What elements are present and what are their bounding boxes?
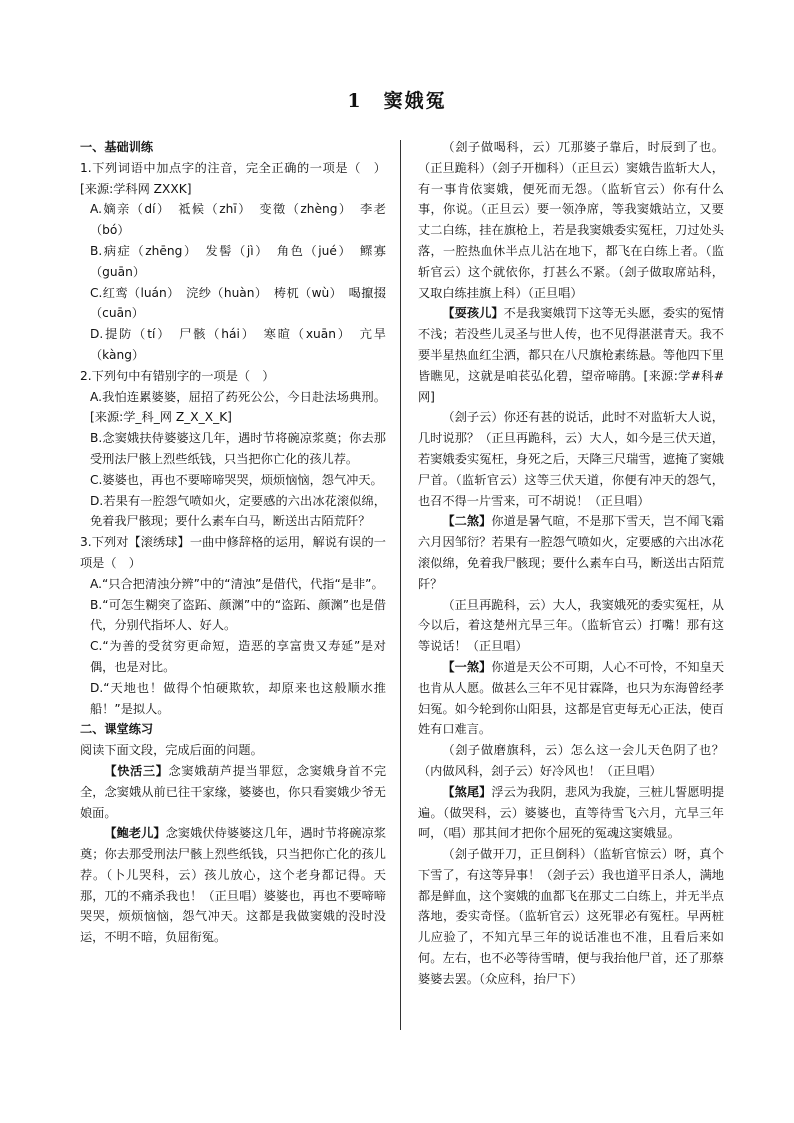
passage-text: 你道是暑气暄，不是那下雪天，岂不闻飞霜六月因邹衍？若果有一腔怨气喷如火，定要感的六出冰花滚似绵，免着我尸骸现；要什么素车白马，断送出古陌荒阡？ <box>418 514 724 591</box>
column-divider <box>400 140 401 1030</box>
question-3-option-a: A.“只合把清浊分辨”中的“清浊”是借代，代指“是非”。 <box>90 576 384 591</box>
passage-executioner-ask: （刽子云）你还有甚的说话，此时不对监斩大人说，几时说那？（正旦再跪科，云）大人，如今是三伏天道，若窦娥委实冤枉，身死之后，天降三尺瑞雪，遮掩了窦娥尸首。（监斩官云）这等三伏天道，你便有冲天的怨气，也召不得一片雪来，可不胡说！（正旦唱） <box>418 410 724 508</box>
question-1-option-a: A.嫡亲（dí） 祗候（zhī） 变徵（zhèng） 李老（bó） <box>90 202 386 238</box>
passage-shuahaier <box>418 303 724 407</box>
passage-drought-vow: （正旦再跪科，云）大人，我窦娥死的委实冤枉，从今以后，着这楚州亢旱三年。（监斩官云）打嘴！那有这等说话！（正旦唱） <box>418 597 724 654</box>
question-1-stem: 1.下列词语中加点字的注音，完全正确的一项是（ ）[来源:学科网 ZXXK] <box>80 160 386 196</box>
qupai-tag: 【鲍老儿】 <box>104 826 166 841</box>
section-heading-classroom: 二、课堂练习 <box>80 722 154 737</box>
section-heading-basic: 一、基础训练 <box>80 140 154 154</box>
left-column <box>80 137 386 1037</box>
question-2-option-a: A.我怕连累婆婆，屈招了药死公公，今日赴法场典刑。[来源:学_科_网 Z_X_X_K] <box>90 389 386 425</box>
question-3-stem: 3.下列对【滚绣球】一曲中修辞格的运用，解说有误的一项是（ ） <box>80 535 386 570</box>
passage-yisha <box>418 657 724 740</box>
question-1-option-d: D.提防（tí） 尸骸（hái） 寒暄（xuān） 亢旱（kàng） <box>90 327 386 362</box>
question-1-option-b: B.病症（zhēng） 发髻（jì） 角色（jué） 鳏寡（guān） <box>90 243 386 279</box>
passage-executioner-shout: （刽子做喝科，云）兀那婆子靠后，时辰到了也。（正旦跪科）（刽子开枷科）（正旦云）窦娥告监斩大人，有一事肯依窦娥，便死而无怨。（监斩官云）你有什么事，你说。（正旦云）要一领净席，等我窦娥站立，又要丈二白练，挂在旗枪上，若是我窦娥委实冤枉，刀过处头落，一腔热血休半点儿沾在地下，都飞在白练上者。（监斩官云）这个就依你，打甚么不紧。（刽子做取席站科，又取白练挂旗上科）（正旦唱） <box>418 140 724 300</box>
passage-kuaihuosan <box>80 761 386 823</box>
qupai-tag: 【快活三】 <box>104 763 169 778</box>
question-2-stem: 2.下列句中有错别字的一项是（ ） <box>80 368 275 383</box>
passage-baolaoer <box>80 823 386 948</box>
passage-text: 你道是天公不可期，人心不可怜，不知皇天也肯从人愿。做甚么三年不见甘霖降，也只为东海曾经孝妇冤。如今轮到你山阳县，这都是官吏每无心正法，使百姓有口难言。 <box>418 659 724 737</box>
passage-text: 浮云为我阴，悲风为我旋，三桩儿誓愿明提遍。（做哭科，云）婆婆也，直等待雪飞六月，亢旱三年呵，（唱）那其间才把你个屈死的冤魂这窦娥显。 <box>418 784 724 841</box>
qupai-tag: 【一煞】 <box>442 659 492 674</box>
right-column <box>418 137 724 1037</box>
question-1-option-c: C.红鸾（luán） 浣纱（huàn） 梼杌（wù） 喝攛掇（cuān） <box>90 285 386 321</box>
qupai-tag: 【耍孩儿】 <box>442 306 504 321</box>
page-title: 1 窦娥冤 <box>347 90 447 112</box>
reading-instruction: 阅读下面文段，完成后面的问题。 <box>80 743 263 758</box>
question-3-option-b: B.“可怎生糊突了盗跖、颜渊”中的“盗跖、颜渊”也是借代，分别代指坏人、好人。 <box>90 597 386 633</box>
passage-ersha <box>418 511 724 594</box>
qupai-tag: 【二煞】 <box>442 514 492 529</box>
passage-shawei <box>418 782 724 844</box>
qupai-tag: 【煞尾】 <box>442 784 492 799</box>
question-2-option-c: C.婆婆也，再也不要啼啼哭哭，烦烦恼恼，怨气冲天。 <box>90 472 383 487</box>
passage-snow-falls: （刽子做开刀，正旦倒科）（监斩官惊云）呀，真个下雪了，有这等异事！（刽子云）我也道平日杀人，满地都是鲜血，这个窦娥的血都飞在那丈二白练上，并无半点落地，委实奇怪。（监斩官云）这死罪必有冤枉。早两桩儿应验了，不知亢旱三年的说话准也不准，且看后来如何。左右，也不必等待雪晴，便与我抬他尸首，还了那蔡婆婆去罢。（众应科，抬尸下） <box>418 847 724 986</box>
passage-text: 念窦娥葫芦提当罪愆，念窦娥身首不完全，念窦娥从前已往干家缘，婆婆也，你只看窦娥少爷无娘面。 <box>80 763 386 820</box>
question-3-option-c: C.“为善的受贫穷更命短，造恶的享富贵又寿延”是对偶，也是对比。 <box>90 639 386 674</box>
passage-text: 念窦娥伏侍婆婆这几年，遇时节将碗凉浆奠；你去那受刑法尸骸上烈些纸钱，只当把你亡化的孩儿荐。（卜儿哭科，云）孩儿放心，这个老身都记得。天那，兀的不痛杀我也！（正旦唱）婆婆也，再也不要啼啼哭哭，烦烦恼恼，怨气冲天。这都是我做窦娥的没时没运，不明不暗，负屈衔冤。 <box>80 826 386 945</box>
question-2-option-d: D.若果有一腔怨气喷如火，定要感的六出冰花滚似绵，免着我尸骸现；要什么素车白马，断送出古陌荒阡？ <box>90 493 386 529</box>
question-2-option-b: B.念窦娥扶侍婆婆这几年，遇时节将碗凉浆奠；你去那受刑法尸骸上烈些纸钱，只当把你亡化的孩儿荐。 <box>90 431 386 466</box>
question-3-option-d: D.“天地也！做得个怕硬欺软，却原来也这般顺水推船！”是拟人。 <box>90 680 386 716</box>
passage-text: 不是我窦娥罚下这等无头愿，委实的冤情不浅；若没些儿灵圣与世人传，也不见得湛湛青天。我不要半星热血红尘洒，都只在八尺旗枪素练悬。等他四下里皆瞧见，这就是咱苌弘化碧，望帝啼鹃。[来源:学#科#网] <box>418 306 724 404</box>
passage-wind: （刽子做磨旗科，云）怎么这一会儿天色阴了也？（内做风科，刽子云）好冷风也！（正旦唱） <box>418 743 724 778</box>
